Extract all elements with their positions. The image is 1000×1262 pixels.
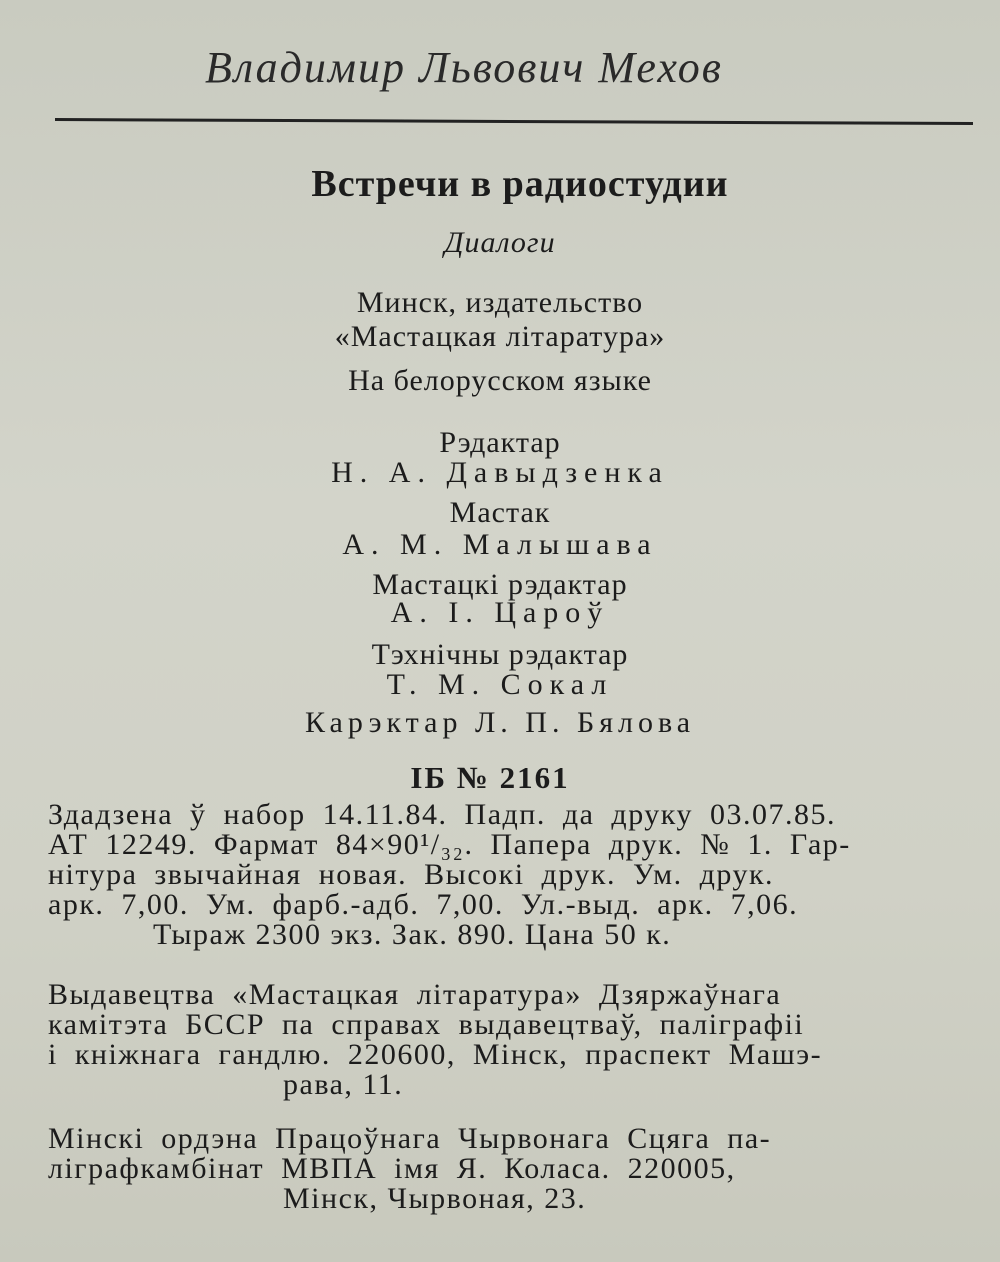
print-spec-line: Здадзена ў набор 14.11.84. Падп. да друку 03.07.85. <box>48 798 836 831</box>
credit-name-tech-editor: Т. М. Сокал <box>386 668 614 701</box>
publisher-city-line: Минск, издательство <box>356 286 644 319</box>
corrector-line: Карэктар Л. П. Бялова <box>304 706 696 739</box>
print-spec-line: арк. 7,00. Ум. фарб.-адб. 7,00. Ул.-выд. арк. 7,06. <box>48 888 799 921</box>
print-spec-line: Тыраж 2300 экз. Зак. 890. Цана 50 к. <box>153 918 672 951</box>
credit-name-editor: Н. А. Давыдзенка <box>331 456 669 489</box>
publisher-line: камітэта БССР па справах выдавецтваў, паліграфіі <box>48 1008 805 1041</box>
credit-name-artist: А. М. Малышава <box>342 528 658 561</box>
printer-line: ліграфкамбінат МВПА імя Я. Коласа. 220005, <box>48 1152 736 1185</box>
language-line: На белорусском языке <box>348 364 652 397</box>
printer-line: Мінск, Чырвоная, 23. <box>283 1182 587 1215</box>
book-genre: Диалоги <box>444 226 556 259</box>
book-title: Встречи в радиостудии <box>311 163 729 205</box>
credit-role-artist: Мастак <box>449 496 551 529</box>
credit-name-art-editor: А. І. Цароў <box>390 596 610 629</box>
divider-rule <box>55 118 973 125</box>
publisher-name-line: «Мастацкая літаратура» <box>334 320 666 353</box>
printer-block <box>48 1124 968 1214</box>
publisher-block <box>48 980 968 1100</box>
author-name: Владимир Львович Мехов <box>205 43 723 92</box>
publisher-line: Выдавецтва «Мастацкая літаратура» Дзяржаўнага <box>48 978 782 1011</box>
credit-role-tech-editor: Тэхнічны рэдактар <box>371 638 629 671</box>
ib-number: ІБ № 2161 <box>410 760 570 795</box>
print-specs-block <box>48 800 968 950</box>
publisher-line: і кніжнага гандлю. 220600, Мінск, праспект Машэ- <box>48 1038 823 1071</box>
print-spec-line: нітура звычайная новая. Высокі друк. Ум. друк. <box>48 858 775 891</box>
publisher-line: рава, 11. <box>283 1068 404 1101</box>
print-spec-line: АТ 12249. Фармат 84×90¹/₃₂. Папера друк. № 1. Гар- <box>48 828 851 861</box>
printer-line: Мінскі ордэна Працоўнага Чырвонага Сцяга па- <box>48 1122 772 1155</box>
credit-role-art-editor: Мастацкі рэдактар <box>372 568 628 601</box>
credit-role-editor: Рэдактар <box>439 426 561 459</box>
